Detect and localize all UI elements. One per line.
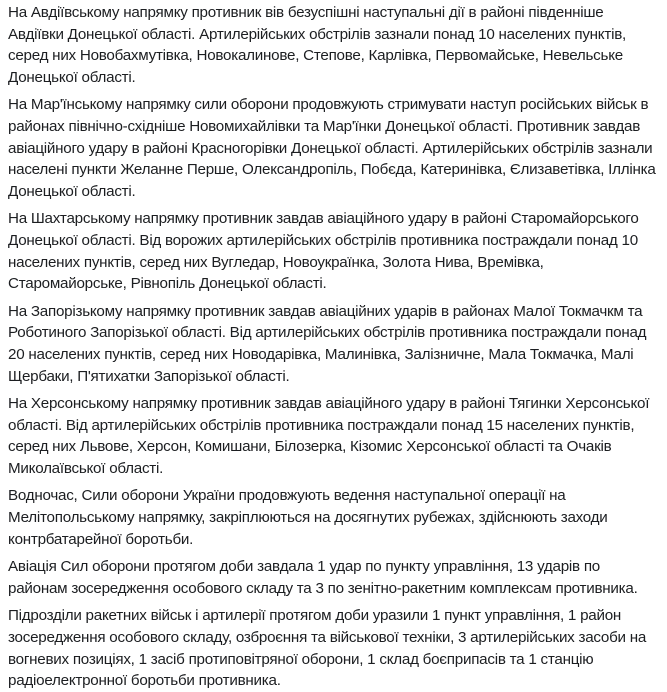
paragraph-zaporizhzhia: На Запорізькому напрямку противник завдав авіаційних ударів в районах Малої Токмачкм та Роботиного Запорізької області. Від артилерійських обстрілів противника постраждали понад 20 населених пунктів, серед них Новодарівка, Малинівка, Залізничне, Мала Токмачка, Малі Щербаки, П'ятихатки Запорізької області. xyxy=(8,302,647,385)
paragraph-shakhtarske: На Шахтарському напрямку противник завдав авіаційного удару в районі Старомайорського Донецької області. Від ворожих артилерійських обстрілів противника постраждали понад 10 населених пунктів, серед них Вугледар, Новоукраїнка, Золота Нива, Времівка, Старомайорське, Рівнопіль Донецької області. xyxy=(8,210,639,293)
paragraph-kherson: На Херсонському напрямку противник завдав авіаційного удару в районі Тягинки Херсонської області. Від артилерійських обстрілів противника постраждали понад 15 населених пунктів, серед них Львове, Херсон, Комишани, Білозерка, Кізомис Херсонської області та Очаків Миколаївської області. xyxy=(8,395,650,477)
paragraph-aviation: Авіація Сил оборони протягом доби завдала 1 удар по пункту управління, 13 ударів по районам зосередження особового складу та 3 по зенітно-ракетним комплексам противника. xyxy=(8,558,638,597)
paragraph-artillery: Підрозділи ракетних військ і артилерії протягом доби уразили 1 пункт управління, 1 район зосередження особового складу, озброєння та військової техніки, 3 артилерійських засоби на вогневих позиціях, 1 засіб протиповітряної оборони, 1 склад боєприпасів та 1 станцію радіоелектронної боротьби противника. xyxy=(8,607,647,690)
paragraph-marinka: На Мар'їнському напрямку сили оборони продовжують стримувати наступ російських військ в районах північно-східніше Новомихайлівки та Мар'їнки Донецької області. Противник завдав авіаційного удару в районі Красногорівки Донецької області. Артилерійських обстрілів зазнали населені пункти Желанне Перше, Олександропіль, Побєда, Катеринівка, Єлизаветівка, Іллінка Донецької області. xyxy=(8,96,656,200)
paragraph-avdiivka: На Авдіївському напрямку противник вів безуспішні наступальні дії в районі південніше Авдіївки Донецької області. Артилерійських обстрілів зазнали понад 10 населених пунктів, серед них Новобахмутівка, Новокалинове, Степове, Карлівка, Первомайське, Невельське Донецької області. xyxy=(8,4,626,86)
paragraph-melitopol: Водночас, Сили оборони України продовжують ведення наступальної операції на Мелітопольському напрямку, закріплюються на досягнутих рубежах, здійснюють заходи контрбатарейної боротьби. xyxy=(8,487,608,548)
